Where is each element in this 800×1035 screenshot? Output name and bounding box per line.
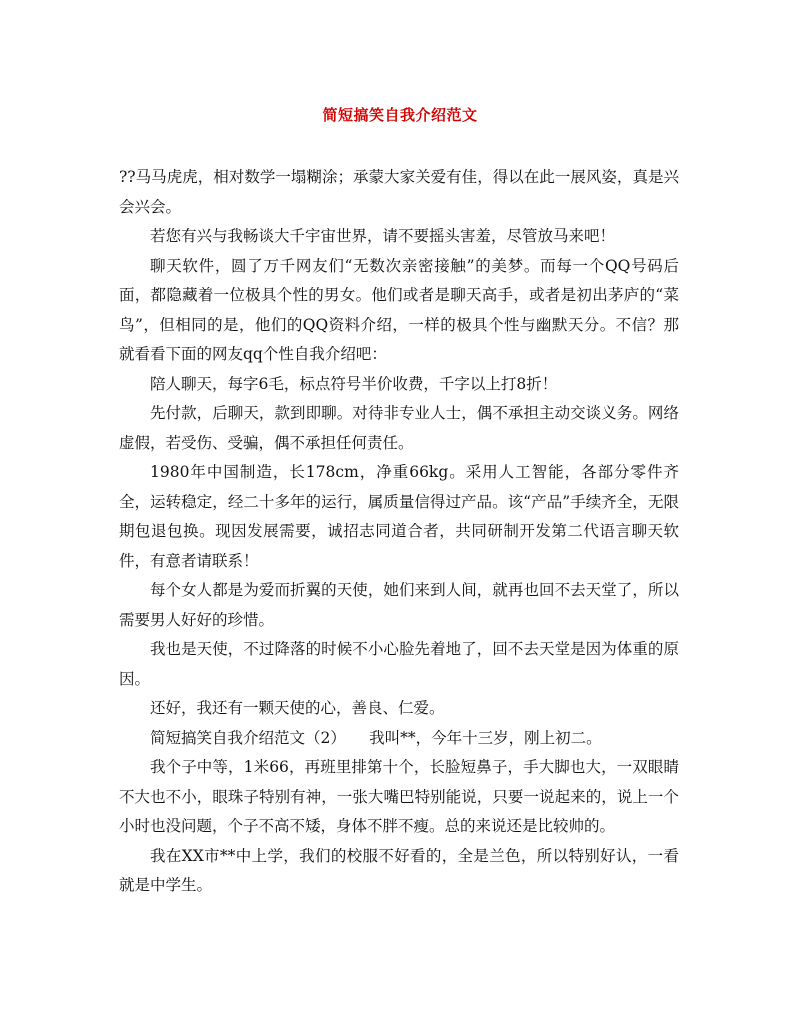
paragraph-12: 我在XX市**中上学，我们的校服不好看的，全是兰色，所以特别好认，一看就是中学生。 — [119, 846, 679, 894]
paragraph-7: 每个女人都是为爱而折翼的天使，她们来到人间，就再也回不去天堂了，所以需要男人好好的珍惜。 — [119, 581, 679, 629]
paragraph-6: 1980年中国制造，长178cm，净重66kg。采用人工智能，各部分零件齐全，运转稳定，经二十多年的运行，属质量信得过产品。该“产品”手续齐全，无限期包退包换。现因发展需要，诚招志同道合者，共同研制开发第二代语言聊天软件，有意者请联系！ — [119, 463, 679, 570]
paragraph-2: 若您有兴与我畅谈大千宇宙世界，请不要摇头害羞，尽管放马来吧！ — [150, 227, 616, 245]
paragraph-8: 我也是天使，不过降落的时候不小心脸先着地了，回不去天堂是因为体重的原因。 — [119, 640, 679, 688]
paragraph-10: 简短搞笑自我介绍范文（2） 我叫**，今年十三岁，刚上初二。 — [150, 728, 602, 747]
paragraph-4: 陪人聊天，每字6毛，标点符号半价收费，千字以上打8折！ — [150, 374, 558, 393]
document-body — [119, 163, 679, 901]
paragraph-11: 我个子中等，1米66，再班里排第十个，长脸短鼻子，手大脚也大，一双眼睛不大也不小，眼珠子特别有神，一张大嘴巴特别能说，只要一说起来的，说上一个小时也没问题，个子不高不矮，身体不胖不瘦。总的来说还是比较帅的。 — [119, 758, 679, 835]
paragraph-9: 还好，我还有一颗天使的心，善良、仁爱。 — [150, 699, 445, 717]
paragraph-3: 聊天软件，圆了万千网友们“无数次亲密接触”的美梦。而每一个QQ号码后面，都隐藏着一位极具个性的男女。他们或者是聊天高手，或者是初出茅庐的“菜鸟”，但相同的是，他们的QQ资料介绍，一样的极具个性与幽默天分。不信？那就看看下面的网友qq个性自我介绍吧： — [119, 256, 679, 363]
document-title: 简短搞笑自我介绍范文 — [322, 106, 478, 124]
paragraph-1: ??马马虎虎，相对数学一塌糊涂；承蒙大家关爱有佳，得以在此一展风姿，真是兴会兴会。 — [119, 168, 679, 216]
paragraph-5: 先付款，后聊天，款到即聊。对待非专业人士，偶不承担主动交谈义务。网络虚假，若受伤、受骗，偶不承担任何责任。 — [119, 404, 679, 452]
